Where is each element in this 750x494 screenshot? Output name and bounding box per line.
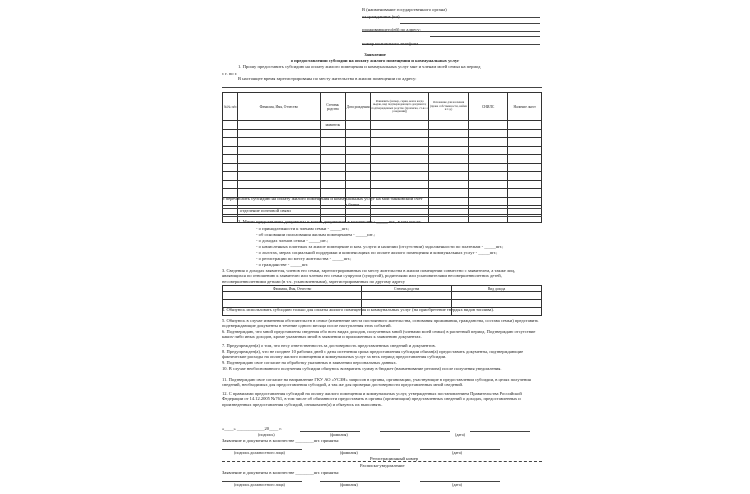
page-title: о предоставлении субсидии на оплату жилого помещения и коммунальных услуг — [290, 58, 460, 63]
account-text: и перечислить субсидию на оплату жилого помещения и коммунальных услуг на мой банковский счет — [222, 196, 423, 201]
table-cell — [223, 121, 238, 130]
table-cell — [238, 129, 320, 138]
table-cell — [320, 163, 345, 172]
docs-list-item: - об основании пользования жилым помещением - _____шт.; — [256, 232, 375, 237]
table-cell — [371, 180, 429, 189]
address-underline — [222, 87, 542, 88]
col-benefits: Наличие льгот — [508, 93, 542, 121]
branch-line — [222, 216, 542, 217]
paragraph-9: 9. Подтверждаю свое согласие на обработку указанных в заявлении персональных данных. — [222, 360, 397, 365]
intro-period: с г. по г. — [222, 71, 238, 76]
table-cell — [429, 180, 469, 189]
paragraph-10: 10. В случае необоснованного получения субсидии обязуюсь возвратить сумму в бюджет (наименование региона) после получения уведомления. — [222, 366, 502, 371]
paragraph-12: 12. С правилами предоставления субсидий на оплату жилого помещения и коммунальных услуг, утвержденных постановлением Правительства Российской Федерации от 14.12.2005 №761, в том числе об обязанности предоставить в органы (организации) представленных сведений о доходах, предоставленных и произведенных предоставления субсидий, ознакомлен(а) и обязуюсь их выполнять. — [222, 391, 522, 407]
table-cell — [345, 121, 370, 130]
docs-list-item: - о начисленных платежах за жилое помещение и ком. услуги и наличии (отсутствии) задолженности по платежам - _____шт.; — [256, 244, 504, 249]
intro-p1: 1. Прошу предоставить субсидию на оплату жилого помещения и коммунальных услуг мне и членам моей семьи на период — [238, 64, 481, 69]
table-cell — [223, 292, 362, 300]
table-cell — [238, 146, 320, 155]
table-cell — [223, 155, 238, 164]
table-cell — [371, 129, 429, 138]
col-name: Фамилия, Имя, Отчество — [238, 93, 320, 121]
table-cell — [508, 172, 542, 181]
income-col-type: Вид дохода — [452, 286, 542, 292]
title-line-1: Заявление — [364, 52, 386, 57]
col-num: №№ п/п — [223, 93, 238, 121]
table-cell — [345, 180, 370, 189]
table-cell — [223, 163, 238, 172]
table-cell — [223, 206, 238, 215]
sign-caption: (подпись) — [258, 432, 275, 437]
surname-line — [380, 431, 450, 432]
docs-list-item: - о принадлежности к членам семьи - _____шт.; — [256, 226, 350, 231]
accepted-text: Заявление и документы в количестве ________шт. приняты: — [222, 438, 340, 443]
table-cell — [508, 121, 542, 130]
phone-label: номер контактного телефона — [362, 41, 419, 46]
table-row — [223, 121, 542, 130]
table-cell — [468, 121, 508, 130]
table-cell — [429, 121, 469, 130]
official-surname-line-2 — [320, 481, 400, 482]
table-cell — [345, 172, 370, 181]
reg-number: Регистрационный номер — [370, 456, 419, 461]
official-caption-2: (подпись должностного лица) — [234, 482, 285, 487]
table-cell — [238, 155, 320, 164]
table-cell — [508, 155, 542, 164]
address-line — [430, 36, 540, 37]
table-cell — [468, 129, 508, 138]
table-cell — [238, 172, 320, 181]
official-surname-caption: (фамилия) — [340, 450, 358, 455]
intro-p2: В настоящее время зарегистрированы по месту жительства в жилом помещении по адресу: — [238, 76, 417, 81]
table-cell — [238, 180, 320, 189]
table-cell — [468, 197, 508, 206]
table-row — [223, 172, 542, 181]
table-cell — [371, 163, 429, 172]
table-cell — [429, 197, 469, 206]
table-row — [223, 146, 542, 155]
paragraph-5: 5. Обязуюсь в случае изменения обстоятельств в семье (изменение места постоянного жительства, основания проживания, гражданства, состава семьи) представить подтверждающие документы в течение одного месяца после наступления этих событий. — [222, 318, 539, 329]
cut-line — [222, 461, 542, 462]
official-date-caption-2: (дата) — [452, 482, 462, 487]
bank-label: в банке — [345, 202, 360, 207]
table-cell — [320, 129, 345, 138]
official-surname-line — [320, 449, 400, 450]
table-cell: заявитель — [320, 121, 345, 130]
cut-label: Расписка-уведомление — [360, 463, 405, 468]
sign-date: «____» ____________20____ г. — [222, 426, 282, 431]
col-docs: Реквизиты (номер, серия, кем и когда выдан, вид подтверждающего документа; подтвержденных родство (прописка, ст-во о рождении)) — [371, 93, 429, 121]
docs-list-item: - о льготах, мерах социальной поддержки и компенсациях по оплате жилого помещения и коммунальных услуг - _____шт.; — [256, 250, 498, 255]
table-cell — [238, 121, 320, 130]
table-cell — [468, 206, 508, 215]
p3: 3. Сведения о доходах заявителя, членов его семьи, зарегистрированных по месту жительства в жилом помещении совместно с заявителем, а также лиц, являющихся по отношению к заявителю или членам его семьи супругом (супругой), родителями или усыновителями несовершеннолетних детей, несовершеннолетними детьми (в т.ч. усыновленными), зарегистрированных по другому адресу — [222, 268, 516, 284]
table-cell — [468, 180, 508, 189]
table-cell — [238, 163, 320, 172]
table-cell — [468, 146, 508, 155]
col-relation: Степень родства — [320, 93, 345, 121]
col-birthdate: Дата рождения — [345, 93, 370, 121]
table-cell — [371, 138, 429, 147]
table-cell — [345, 129, 370, 138]
paragraph-11: 11. Подтверждаю свое согласие на направление ГКУ АО «УСЗН» запросов в органы, организации, участвующие в предоставлении субсидии, в целях получения сведений, необходимых для предоставления субсидий, а так же для проверки достоверности представленных мной сведений. — [222, 377, 531, 388]
table-cell — [508, 129, 542, 138]
table-cell — [508, 138, 542, 147]
address-label: проживающего(ей) по адресу: — [362, 27, 421, 32]
table-cell — [468, 155, 508, 164]
docs-list-item: - о гражданстве - _____шт. — [256, 262, 309, 267]
table-cell — [223, 180, 238, 189]
table-cell — [429, 206, 469, 215]
table-row — [223, 155, 542, 164]
table-cell — [371, 206, 429, 215]
official-caption: (подпись должностного лица) — [234, 450, 285, 455]
table-cell — [468, 138, 508, 147]
income-col-name: Фамилия, Имя, Отчество — [223, 286, 362, 292]
official-date-caption: (дата) — [452, 450, 462, 455]
table-cell — [223, 172, 238, 181]
paragraph-4: 4. Обязуюсь использовать субсидию только для оплаты жилого помещения и коммунальных услуг (на приобретение твердых видов топлива). — [222, 307, 495, 312]
table-cell — [371, 121, 429, 130]
table-cell — [223, 146, 238, 155]
to-label: В (наименование государственного органа) — [362, 7, 447, 12]
table-cell — [429, 189, 469, 198]
table-cell — [362, 292, 452, 300]
family-table — [222, 92, 542, 223]
table-row — [223, 292, 542, 300]
docs-list-item: - о регистрации по месту жительства - _____шт.; — [256, 256, 352, 261]
col-snils: СНИЛС — [468, 93, 508, 121]
table-cell — [320, 180, 345, 189]
table-cell — [371, 155, 429, 164]
table-cell — [320, 155, 345, 164]
paragraph-8: 8. Предупрежден(а), что не позднее 10 рабочих дней с даты истечения срока предоставления субсидии обязан(а) предоставить документы, подтверждающие фактические расходы на оплату жилого помещения и коммунальных услуг за весь период предоставления субсидии. — [222, 349, 524, 360]
table-cell — [508, 189, 542, 198]
table-cell — [345, 138, 370, 147]
from-line — [400, 23, 540, 24]
income-col-relation: Степень родства — [362, 286, 452, 292]
table-cell — [468, 172, 508, 181]
table-cell — [508, 146, 542, 155]
official-surname-caption-2: (фамилия) — [340, 482, 358, 487]
table-cell — [429, 155, 469, 164]
docs-list-item: - о доходах членов семьи - _____шт.; — [256, 238, 328, 243]
table-cell — [429, 129, 469, 138]
table-row — [223, 180, 542, 189]
table-cell — [371, 172, 429, 181]
table-cell — [508, 206, 542, 215]
table-cell — [223, 129, 238, 138]
table-cell — [320, 138, 345, 147]
table-row — [223, 129, 542, 138]
table-cell — [345, 163, 370, 172]
table-cell — [238, 138, 320, 147]
table-cell — [429, 146, 469, 155]
table-cell — [508, 180, 542, 189]
table-cell — [320, 206, 345, 215]
paragraph-7: 7. Предупрежден(а) о том, что несу ответственность за достоверность представленных сведений и документов. — [222, 343, 436, 348]
docs-p2: 2. Мною представлены документы и копии документов в количестве - _____ шт., в том числе: — [238, 219, 422, 224]
surname-caption: (фамилия) — [330, 432, 348, 437]
table-row — [223, 138, 542, 147]
table-cell — [345, 146, 370, 155]
table-cell — [468, 189, 508, 198]
table-cell — [452, 292, 542, 300]
table-cell — [429, 172, 469, 181]
date-line — [470, 431, 530, 432]
table-cell — [345, 155, 370, 164]
from-label: от гражданина (ки) — [362, 14, 400, 19]
table-cell — [371, 146, 429, 155]
table-cell — [223, 138, 238, 147]
table-cell — [320, 172, 345, 181]
table-cell — [429, 138, 469, 147]
table-cell — [320, 146, 345, 155]
table-row — [223, 163, 542, 172]
table-cell — [508, 197, 542, 206]
branch-label: отделение почтовой связи — [240, 208, 291, 213]
table-cell — [468, 163, 508, 172]
col-basis: Основание для вселения (права собственности, найма и т.д.) — [429, 93, 469, 121]
date-caption: (дата) — [455, 432, 465, 437]
accepted-text-2: Заявление и документы в количестве ________шт. приняты: — [222, 470, 340, 475]
table-cell — [429, 163, 469, 172]
table-cell — [508, 163, 542, 172]
paragraph-6: 6. Подтверждаю, что мной представлены сведения обо всех видах доходов, полученных мной (членами моей семьи) в расчетный период. Подтверждаю отсутствие каких-либо иных доходов, кроме указанных мной в заявлении и приложенных к заявлению документах. — [222, 329, 536, 340]
